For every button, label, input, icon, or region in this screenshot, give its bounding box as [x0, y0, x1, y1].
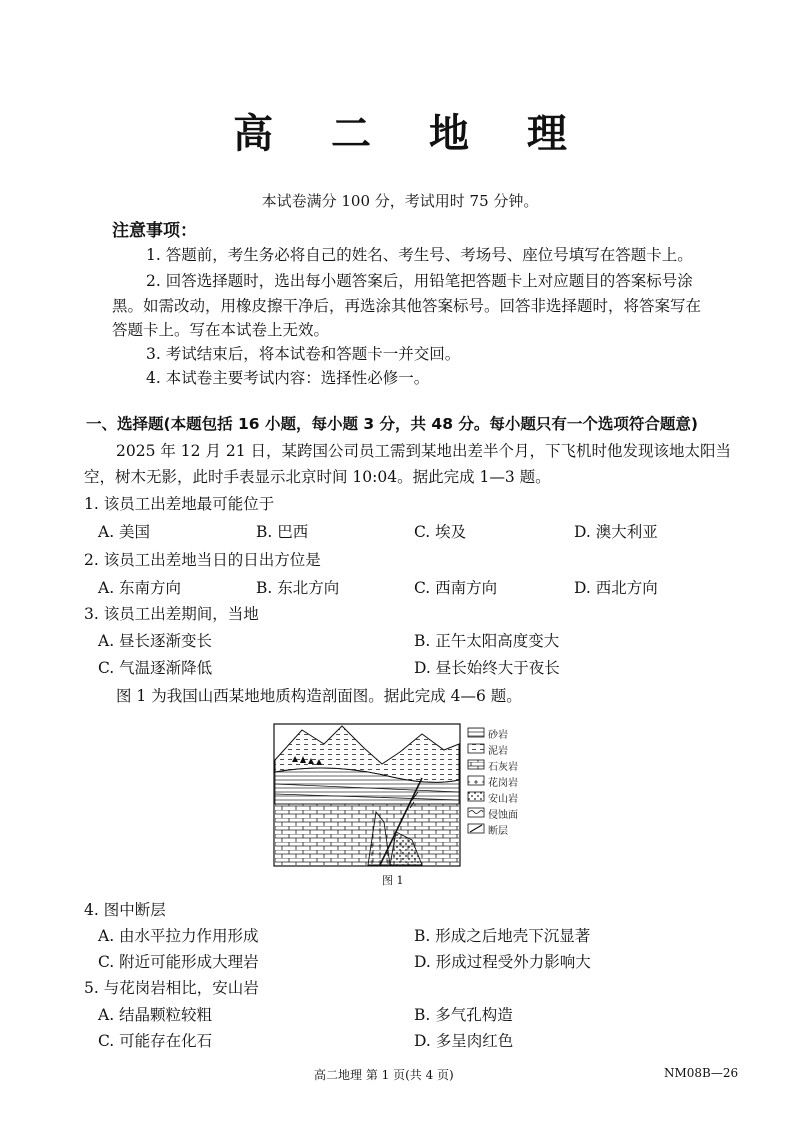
page-footer: 高二地理 第 1 页(共 4 页)	[314, 1068, 454, 1082]
legend-label: 泥岩	[488, 746, 508, 757]
option-c: C. 可能存在化石	[98, 1032, 213, 1050]
question-stem: 5. 与花岗岩相比，安山岩	[84, 979, 259, 997]
notice-item: 2. 回答选择题时，选出每小题答案后，用铅笔把答题卡上对应题目的答案标号涂	[146, 272, 693, 290]
option-d: D. 形成过程受外力影响大	[414, 953, 591, 971]
option-a: A. 东南方向	[98, 579, 182, 597]
legend-label: 侵蚀面	[488, 810, 518, 821]
option-d: D. 昼长始终大于夜长	[414, 659, 560, 677]
notice-item: 黑。如需改动，用橡皮擦干净后，再选涂其他答案标号。回答非选择题时，将答案写在	[112, 297, 702, 315]
option-b: B. 形成之后地壳下沉显著	[414, 927, 591, 945]
option-b: B. 巴西	[256, 523, 309, 541]
question-stem: 3. 该员工出差期间，当地	[84, 605, 259, 623]
option-c: C. 附近可能形成大理岩	[98, 953, 259, 971]
notice-item: 答题卡上。写在本试卷上无效。	[112, 321, 330, 339]
legend-label: 断层	[488, 826, 508, 837]
option-a: A. 由水平拉力作用形成	[98, 927, 259, 945]
question-stem: 1. 该员工出差地最可能位于	[84, 495, 275, 513]
geologic-cross-section-figure	[272, 722, 568, 870]
legend-label: 安山岩	[488, 794, 518, 805]
option-d: D. 西北方向	[574, 579, 658, 597]
option-c: C. 气温逐渐降低	[98, 659, 213, 677]
notice-item: 1. 答题前，考生务必将自己的姓名、考生号、考场号、座位号填写在答题卡上。	[146, 246, 693, 264]
cross-section-svg	[272, 722, 568, 870]
question-stem: 2. 该员工出差地当日的日出方位是	[84, 551, 321, 569]
option-c: C. 埃及	[414, 523, 467, 541]
legend-label: 石灰岩	[488, 762, 518, 773]
question-stem: 4. 图中断层	[84, 901, 166, 919]
option-b: B. 正午太阳高度变大	[414, 632, 560, 650]
passage-line: 空，树木无影，此时手表显示北京时间 10:04。据此完成 1—3 题。	[84, 468, 551, 486]
figure-caption: 图 1	[382, 874, 404, 887]
passage-line: 图 1 为我国山西某地地质构造剖面图。据此完成 4—6 题。	[116, 687, 522, 705]
option-a: A. 昼长逐渐变长	[98, 632, 213, 650]
option-a: A. 美国	[98, 523, 151, 541]
legend-label: 砂岩	[488, 730, 508, 741]
page-title: 高 二 地 理	[233, 110, 589, 157]
legend-label: 花岗岩	[488, 778, 518, 789]
exam-info: 本试卷满分 100 分，考试用时 75 分钟。	[261, 192, 539, 210]
passage-line: 2025 年 12 月 21 日，某跨国公司员工需到某地出差半个月，下飞机时他发现该地太阳当	[116, 442, 732, 460]
notice-item: 4. 本试卷主要考试内容：选择性必修一。	[146, 369, 430, 387]
notice-item: 3. 考试结束后，将本试卷和答题卡一并交回。	[146, 345, 461, 363]
exam-code: NM08B—26	[664, 1066, 739, 1080]
notice-heading: 注意事项：	[112, 221, 197, 241]
option-d: D. 多呈肉红色	[414, 1032, 514, 1050]
option-b: B. 多气孔构造	[414, 1006, 513, 1024]
option-b: B. 东北方向	[256, 579, 340, 597]
option-a: A. 结晶颗粒较粗	[98, 1006, 213, 1024]
option-c: C. 西南方向	[414, 579, 498, 597]
option-d: D. 澳大利亚	[574, 523, 658, 541]
section-heading: 一、选择题(本题包括 16 小题，每小题 3 分，共 48 分。每小题只有一个选项符合题意)	[86, 415, 698, 433]
